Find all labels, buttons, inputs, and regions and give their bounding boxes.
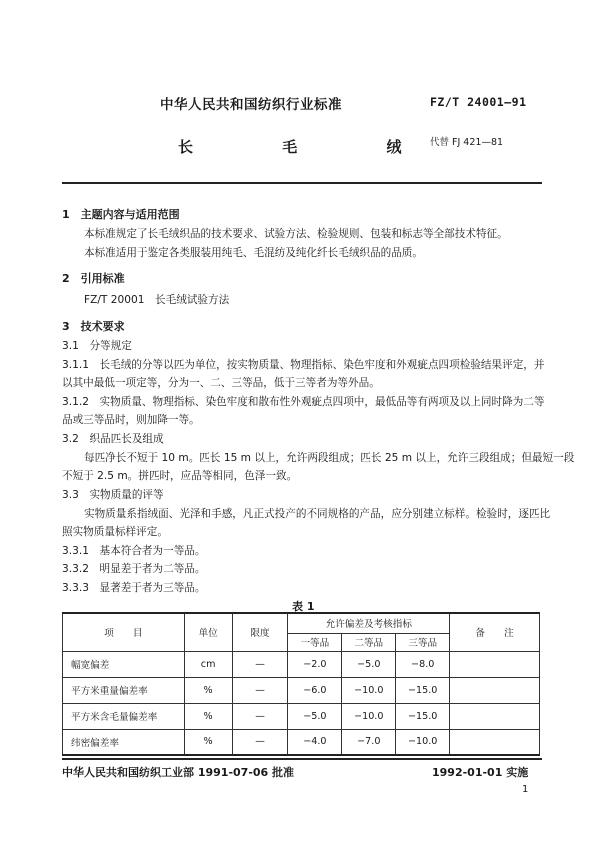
footer-rule (62, 758, 542, 760)
replaces-note: 代替 FJ 421—81 (430, 137, 504, 148)
document-title: 长 毛 绒 (178, 138, 444, 156)
row-unit: % (184, 729, 232, 755)
row-grade-2: −5.0 (342, 651, 396, 677)
clause-3-1-1-line-1: 3.1.1 长毛绒的分等以匹为单位，按实物质量、物理指标、染色牢度和外观疵点四项检验结果评定，并 (62, 359, 545, 371)
row-limit: — (232, 677, 288, 703)
row-grade-3: −10.0 (396, 729, 450, 755)
row-grade-3: −8.0 (396, 651, 450, 677)
row-grade-3: −15.0 (396, 703, 450, 729)
clause-3-2-line-2: 不短于 2.5 m。拼匹时，应品等相同，色泽一致。 (62, 470, 298, 482)
row-remark (450, 651, 540, 677)
row-item: 纬密偏差率 (63, 729, 185, 755)
issuer-title: 中华人民共和国纺织行业标准 (160, 97, 342, 113)
section-3-title: 3 技术要求 (62, 320, 125, 333)
table-row (63, 729, 540, 755)
header-unit: 单位 (184, 613, 232, 651)
section-1-para-2: 本标准适用于鉴定各类服装用纯毛、毛混纺及纯化纤长毛绒织品的品质。 (84, 247, 423, 259)
table-row (63, 651, 540, 677)
clause-3-3-line-2: 照实物质量标样评定。 (62, 526, 168, 538)
row-grade-2: −7.0 (342, 729, 396, 755)
implementation-date: 1992-01-01 实施 (432, 766, 529, 779)
row-unit: % (184, 677, 232, 703)
clause-3-1-2-line-1: 3.1.2 实物质量、物理指标、染色牢度和散布性外观疵点四项中，最低品等有两项及以上同时降为二等 (62, 396, 545, 408)
row-unit: cm (184, 651, 232, 677)
approval-statement: 中华人民共和国纺织工业部 1991-07-06 批准 (62, 766, 295, 779)
row-unit: % (184, 703, 232, 729)
clause-3-3: 3.3 实物质量的评等 (62, 489, 164, 501)
row-limit: — (232, 703, 288, 729)
header-limit: 限度 (232, 613, 288, 651)
row-remark (450, 729, 540, 755)
header-grade-3: 三等品 (396, 633, 450, 651)
row-item: 幅宽偏差 (63, 651, 185, 677)
row-remark (450, 677, 540, 703)
header-remark: 备 注 (450, 613, 540, 651)
page-number: 1 (522, 784, 529, 795)
row-remark (450, 703, 540, 729)
header-rule (62, 182, 542, 184)
row-grade-1: −4.0 (288, 729, 342, 755)
table-caption: 表 1 (292, 600, 315, 613)
clause-3-2: 3.2 织品匹长及组成 (62, 433, 164, 445)
header-tolerance-group: 允许偏差及考核指标 (288, 613, 450, 633)
header-grade-1: 一等品 (288, 633, 342, 651)
row-limit: — (232, 729, 288, 755)
clause-3-1-1-line-2: 以其中最低一项定等，分为一、二、三等品，低于三等者为等外品。 (62, 377, 380, 389)
clause-3-3-1: 3.3.1 基本符合者为一等品。 (62, 545, 206, 557)
table-row (63, 703, 540, 729)
row-item: 平方米含毛量偏差率 (63, 703, 185, 729)
row-grade-1: −5.0 (288, 703, 342, 729)
section-2-title: 2 引用标准 (62, 272, 125, 285)
clause-3-3-2: 3.3.2 明显差于者为二等品。 (62, 563, 206, 575)
header-item: 项 目 (63, 613, 185, 651)
row-grade-1: −2.0 (288, 651, 342, 677)
row-item: 平方米重量偏差率 (63, 677, 185, 703)
clause-3-3-3: 3.3.3 显著差于者为三等品。 (62, 582, 206, 594)
row-grade-1: −6.0 (288, 677, 342, 703)
clause-3-2-line-1: 每匹净长不短于 10 m。匹长 15 m 以上，允许两段组成；匹长 25 m 以上，允许三段组成；但最短一段 (84, 452, 575, 464)
header-grade-2: 二等品 (342, 633, 396, 651)
row-grade-2: −10.0 (342, 677, 396, 703)
clause-3-3-line-1: 实物质量系指绒面、光泽和手感，凡正式投产的不同规格的产品，应分别建立标样。检验时，逐匹比 (84, 508, 551, 520)
section-1-title: 1 主题内容与适用范围 (62, 208, 180, 221)
standard-number: FZ/T 24001—91 (430, 95, 527, 109)
row-grade-3: −15.0 (396, 677, 450, 703)
clause-3-1: 3.1 分等规定 (62, 340, 132, 352)
clause-3-1-2-line-2: 品或三等品时，则加降一等。 (62, 414, 200, 426)
section-1-para-1: 本标准规定了长毛绒织品的技术要求、试验方法、检验规则、包装和标志等全部技术特征。 (84, 228, 508, 240)
row-grade-2: −10.0 (342, 703, 396, 729)
table-1 (62, 612, 540, 756)
table-row (63, 677, 540, 703)
section-2-reference: FZ/T 20001 长毛绒试验方法 (84, 294, 230, 306)
row-limit: — (232, 651, 288, 677)
